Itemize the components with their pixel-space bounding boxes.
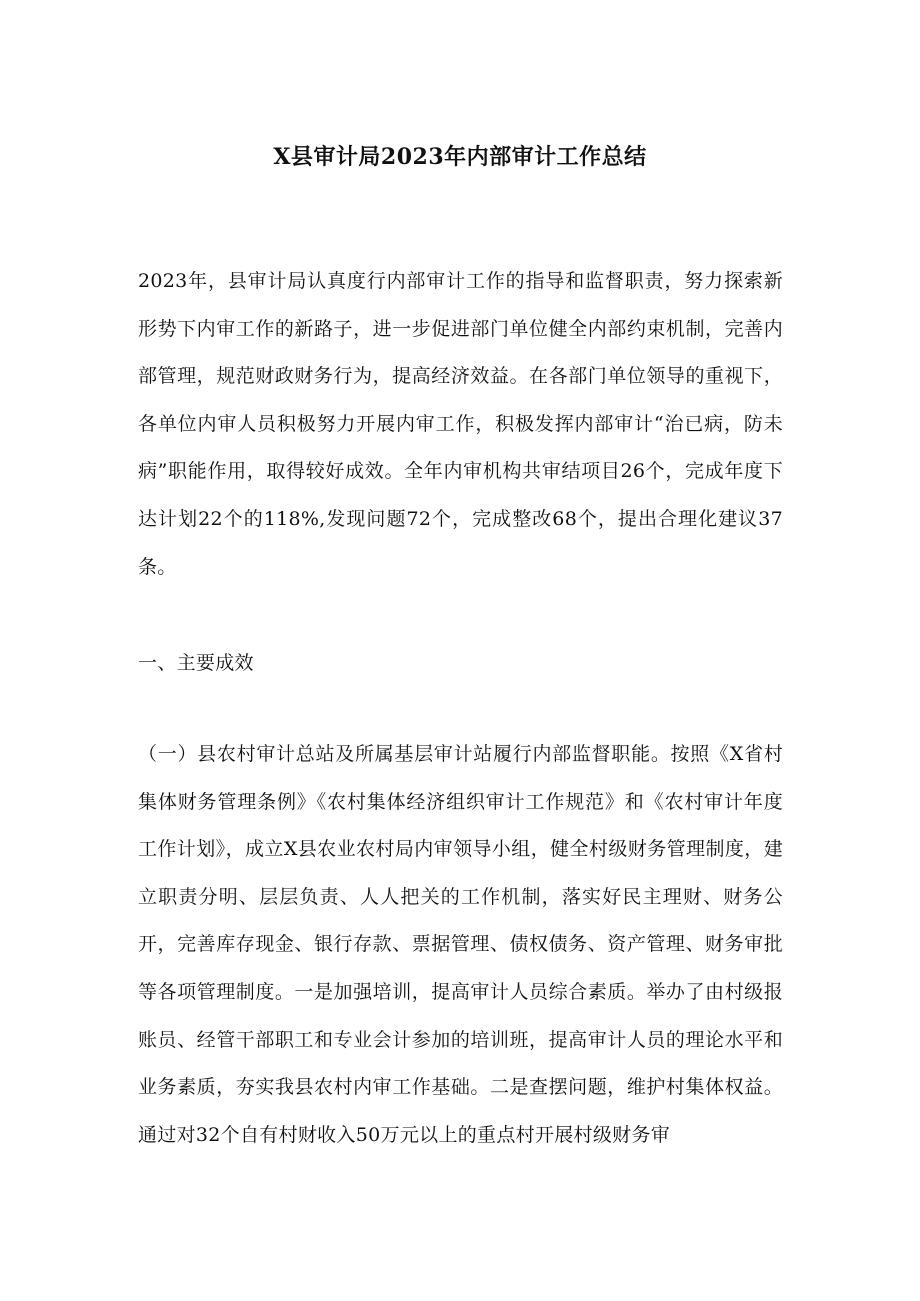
document-title: X县审计局2023年内部审计工作总结 bbox=[273, 144, 647, 170]
intro-paragraph: 2023年，县审计局认真度行内部审计工作的指导和监督职责，努力探索新形势下内审工作的新路子，进一步促进部门单位健全内部约束机制，完善内部管理，规范财政财务行为，提高经济效益。在各部门单位领导的重视下，各单位内审人员积极努力开展内审工作，积极发挥内部审计“治已病，防未病”职能作用，取得较好成效。全年内审机构共审结项目26个，完成年度下达计划22个的118%,发现问题72个，完成整改68个，提出合理化建议37条。 bbox=[138, 270, 783, 578]
section-1-paragraph: （一）县农村审计总站及所属基层审计站履行内部监督职能。按照《X省村集体财务管理条例》《农村集体经济组织审计工作规范》和《农村审计年度工作计划》，成立X县农业农村局内审领导小组，健全村级财务管理制度，建立职责分明、层层负责、人人把关的工作机制，落实好民主理财、财务公开，完善库存现金、银行存款、票据管理、债权债务、资产管理、财务审批等各项管理制度。一是加强培训，提高审计人员综合素质。举办了由村级报账员、经管干部职工和专业会计参加的培训班，提高审计人员的理论水平和业务素质，夯实我县农村内审工作基础。二是查摆问题，维护村集体权益。通过对32个自有村财收入50万元以上的重点村开展村级财务审 bbox=[138, 743, 783, 1146]
section-heading-main-achievements: 一、主要成效 bbox=[138, 652, 254, 674]
